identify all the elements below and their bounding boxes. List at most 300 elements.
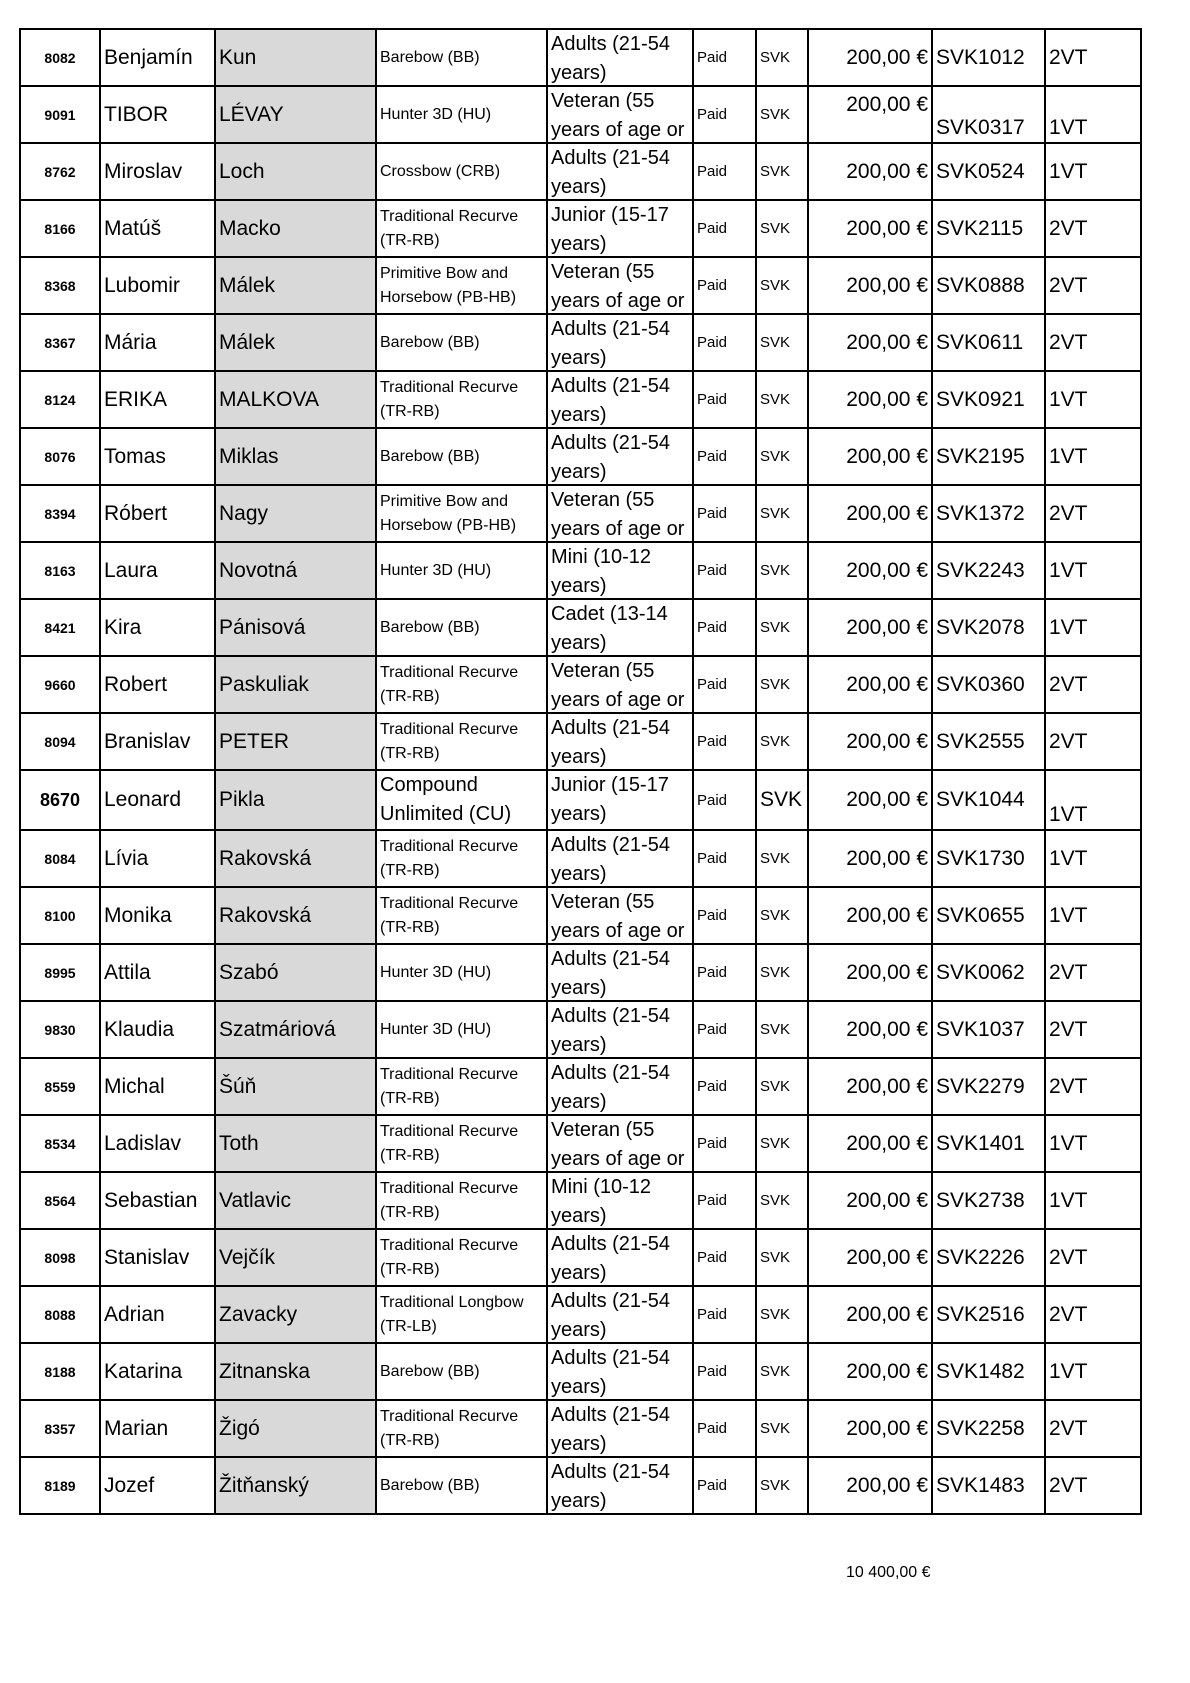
first-name-cell: Marian xyxy=(100,1400,215,1457)
last-name-cell: Rakovská xyxy=(215,887,376,944)
last-name-cell: Vatlavic xyxy=(215,1172,376,1229)
country-code-cell: SVK xyxy=(756,1286,808,1343)
last-name-cell: Rakovská xyxy=(215,830,376,887)
member-code-cell: SVK1483 xyxy=(932,1457,1045,1514)
team-code-cell: 1VT xyxy=(1045,1172,1141,1229)
first-name-cell: Attila xyxy=(100,944,215,1001)
team-code-cell: 2VT xyxy=(1045,656,1141,713)
last-name-cell: Šúň xyxy=(215,1058,376,1115)
team-code-cell: 2VT xyxy=(1045,257,1141,314)
age-class-cell xyxy=(547,1115,693,1172)
country-code-cell: SVK xyxy=(756,1229,808,1286)
division-cell: Traditional Recurve (TR-RB) xyxy=(376,713,547,770)
country-code-cell: SVK xyxy=(756,371,808,428)
age-class-cell xyxy=(547,428,693,485)
table-row xyxy=(20,1115,1141,1172)
age-class: Veteran (55 years of age or xyxy=(551,261,685,312)
age-class: Mini (10-12 years) xyxy=(551,546,652,597)
age-class: Veteran (55 years of age or xyxy=(551,90,685,141)
team-code-cell: 1VT xyxy=(1045,143,1141,200)
table-row xyxy=(20,542,1141,599)
age-class: Adults (21-54 years) xyxy=(551,1005,670,1056)
division-cell: Traditional Recurve (TR-RB) xyxy=(376,830,547,887)
division-cell: Traditional Recurve (TR-RB) xyxy=(376,1058,547,1115)
fee-amount-cell: 200,00 € xyxy=(808,200,932,257)
total-amount: 10 400,00 € xyxy=(846,1564,931,1581)
participant-id-cell: 8534 xyxy=(20,1115,100,1172)
member-code-cell: SVK0317 xyxy=(932,86,1045,143)
payment-status-cell: Paid xyxy=(693,1115,756,1172)
member-code-cell: SVK1037 xyxy=(932,1001,1045,1058)
member-code-cell: SVK2279 xyxy=(932,1058,1045,1115)
table-row xyxy=(20,599,1141,656)
first-name-cell: Matúš xyxy=(100,200,215,257)
country-code-cell: SVK xyxy=(756,200,808,257)
division-cell: Crossbow (CRB) xyxy=(376,143,547,200)
age-class-cell xyxy=(547,887,693,944)
table-row xyxy=(20,485,1141,542)
member-code-cell: SVK0655 xyxy=(932,887,1045,944)
division-cell: Traditional Longbow (TR-LB) xyxy=(376,1286,547,1343)
participant-id-cell: 8368 xyxy=(20,257,100,314)
division-cell: Barebow (BB) xyxy=(376,1343,547,1400)
age-class: Adults (21-54 years) xyxy=(551,375,670,426)
member-code-cell: SVK1482 xyxy=(932,1343,1045,1400)
division-cell: Barebow (BB) xyxy=(376,1457,547,1514)
team-code-cell: 1VT xyxy=(1045,599,1141,656)
division-cell: Compound Unlimited (CU) xyxy=(376,770,547,830)
payment-status-cell: Paid xyxy=(693,29,756,86)
table-row xyxy=(20,887,1141,944)
fee-amount-cell: 200,00 € xyxy=(808,542,932,599)
last-name-cell: Miklas xyxy=(215,428,376,485)
first-name-cell: Branislav xyxy=(100,713,215,770)
country-code-cell: SVK xyxy=(756,143,808,200)
age-class: Veteran (55 years of age or xyxy=(551,891,685,942)
first-name-cell: ERIKA xyxy=(100,371,215,428)
division-cell: Traditional Recurve (TR-RB) xyxy=(376,200,547,257)
country-code-cell: SVK xyxy=(756,656,808,713)
last-name-cell: Szabó xyxy=(215,944,376,1001)
last-name-cell: Kun xyxy=(215,29,376,86)
payment-status-cell: Paid xyxy=(693,257,756,314)
payment-status-cell: Paid xyxy=(693,485,756,542)
age-class-cell xyxy=(547,257,693,314)
fee-amount-cell: 200,00 € xyxy=(808,1400,932,1457)
participant-id-cell: 8084 xyxy=(20,830,100,887)
fee-amount-cell: 200,00 € xyxy=(808,143,932,200)
payment-status-cell: Paid xyxy=(693,599,756,656)
first-name-cell: Miroslav xyxy=(100,143,215,200)
registration-table xyxy=(19,28,1142,1515)
fee-amount-cell: 200,00 € xyxy=(808,1457,932,1514)
fee-amount-cell: 200,00 € xyxy=(808,428,932,485)
last-name-cell: Loch xyxy=(215,143,376,200)
table-row xyxy=(20,830,1141,887)
country-code-cell: SVK xyxy=(756,485,808,542)
team-code-cell: 1VT xyxy=(1045,542,1141,599)
age-class-cell xyxy=(547,713,693,770)
last-name-cell: Zitnanska xyxy=(215,1343,376,1400)
fee-amount-cell: 200,00 € xyxy=(808,1229,932,1286)
last-name-cell: Szatmáriová xyxy=(215,1001,376,1058)
fee-amount-cell: 200,00 € xyxy=(808,371,932,428)
table-row xyxy=(20,770,1141,830)
participant-id-cell: 8088 xyxy=(20,1286,100,1343)
table-row xyxy=(20,944,1141,1001)
team-code-cell: 1VT xyxy=(1045,86,1141,143)
table-body xyxy=(20,29,1141,1514)
team-code-cell: 1VT xyxy=(1045,830,1141,887)
member-code-cell: SVK0888 xyxy=(932,257,1045,314)
participant-id-cell: 9830 xyxy=(20,1001,100,1058)
first-name-cell: Róbert xyxy=(100,485,215,542)
member-code-cell: SVK2555 xyxy=(932,713,1045,770)
age-class: Mini (10-12 years) xyxy=(551,1176,652,1227)
division-cell: Traditional Recurve (TR-RB) xyxy=(376,1229,547,1286)
participant-id-cell: 8995 xyxy=(20,944,100,1001)
first-name-cell: TIBOR xyxy=(100,86,215,143)
age-class-cell xyxy=(547,1001,693,1058)
age-class: Adults (21-54 years) xyxy=(551,1062,670,1113)
first-name-cell: Kira xyxy=(100,599,215,656)
first-name-cell: Klaudia xyxy=(100,1001,215,1058)
payment-status-cell: Paid xyxy=(693,542,756,599)
fee-amount-cell: 200,00 € xyxy=(808,1115,932,1172)
member-code-cell: SVK0611 xyxy=(932,314,1045,371)
division-cell: Barebow (BB) xyxy=(376,29,547,86)
country-code-cell: SVK xyxy=(756,29,808,86)
first-name-cell: Adrian xyxy=(100,1286,215,1343)
table-row xyxy=(20,143,1141,200)
participant-id-cell: 8163 xyxy=(20,542,100,599)
age-class: Adults (21-54 years) xyxy=(551,1404,670,1455)
table-row xyxy=(20,200,1141,257)
team-code-cell: 2VT xyxy=(1045,1229,1141,1286)
division-cell: Hunter 3D (HU) xyxy=(376,542,547,599)
fee-amount-cell: 200,00 € xyxy=(808,944,932,1001)
last-name-cell: Pikla xyxy=(215,770,376,830)
first-name-cell: Monika xyxy=(100,887,215,944)
division-cell: Barebow (BB) xyxy=(376,428,547,485)
last-name-cell: Žigó xyxy=(215,1400,376,1457)
payment-status-cell: Paid xyxy=(693,200,756,257)
member-code-cell: SVK0062 xyxy=(932,944,1045,1001)
last-name-cell: Vejčík xyxy=(215,1229,376,1286)
age-class-cell xyxy=(547,485,693,542)
first-name-cell: Mária xyxy=(100,314,215,371)
first-name-cell: Sebastian xyxy=(100,1172,215,1229)
division-cell: Primitive Bow and Horsebow (PB-HB) xyxy=(376,257,547,314)
payment-status-cell: Paid xyxy=(693,428,756,485)
division-cell: Traditional Recurve (TR-RB) xyxy=(376,1172,547,1229)
age-class-cell xyxy=(547,770,693,830)
division-cell: Hunter 3D (HU) xyxy=(376,1001,547,1058)
table-row xyxy=(20,1172,1141,1229)
participant-id-cell: 8564 xyxy=(20,1172,100,1229)
payment-status-cell: Paid xyxy=(693,143,756,200)
member-code-cell: SVK2516 xyxy=(932,1286,1045,1343)
last-name-cell: PETER xyxy=(215,713,376,770)
age-class: Junior (15-17 years) xyxy=(551,774,669,825)
country-code-cell: SVK xyxy=(756,1400,808,1457)
age-class: Cadet (13-14 years) xyxy=(551,603,668,654)
table-row xyxy=(20,1286,1141,1343)
country-code-cell: SVK xyxy=(756,542,808,599)
payment-status-cell: Paid xyxy=(693,371,756,428)
team-code-cell: 1VT xyxy=(1045,770,1141,830)
country-code-cell: SVK xyxy=(756,1172,808,1229)
payment-status-cell: Paid xyxy=(693,314,756,371)
table-row xyxy=(20,1058,1141,1115)
country-code-cell: SVK xyxy=(756,887,808,944)
country-code-cell: SVK xyxy=(756,257,808,314)
participant-id-cell: 8367 xyxy=(20,314,100,371)
fee-amount-cell: 200,00 € xyxy=(808,770,932,830)
payment-status-cell: Paid xyxy=(693,1286,756,1343)
member-code-cell: SVK0524 xyxy=(932,143,1045,200)
payment-status-cell: Paid xyxy=(693,887,756,944)
last-name-cell: Paskuliak xyxy=(215,656,376,713)
first-name-cell: Robert xyxy=(100,656,215,713)
fee-amount-cell: 200,00 € xyxy=(808,1001,932,1058)
last-name-cell: Novotná xyxy=(215,542,376,599)
payment-status-cell: Paid xyxy=(693,830,756,887)
last-name-cell: Málek xyxy=(215,314,376,371)
team-code-cell: 1VT xyxy=(1045,371,1141,428)
table-row xyxy=(20,656,1141,713)
participant-id-cell: 8094 xyxy=(20,713,100,770)
last-name-cell: LÉVAY xyxy=(215,86,376,143)
payment-status-cell: Paid xyxy=(693,86,756,143)
team-code-cell: 1VT xyxy=(1045,887,1141,944)
payment-status-cell: Paid xyxy=(693,1457,756,1514)
age-class: Adults (21-54 years) xyxy=(551,717,670,768)
payment-status-cell: Paid xyxy=(693,1058,756,1115)
age-class: Adults (21-54 years) xyxy=(551,318,670,369)
fee-amount-cell: 200,00 € xyxy=(808,1058,932,1115)
participant-id-cell: 8166 xyxy=(20,200,100,257)
participant-id-cell: 8670 xyxy=(20,770,100,830)
country-code-cell: SVK xyxy=(756,86,808,143)
age-class-cell xyxy=(547,599,693,656)
age-class-cell xyxy=(547,1457,693,1514)
age-class-cell xyxy=(547,1400,693,1457)
last-name-cell: Málek xyxy=(215,257,376,314)
payment-status-cell: Paid xyxy=(693,1343,756,1400)
payment-status-cell: Paid xyxy=(693,713,756,770)
division-cell: Traditional Recurve (TR-RB) xyxy=(376,1400,547,1457)
table-row xyxy=(20,86,1141,143)
age-class: Adults (21-54 years) xyxy=(551,1347,670,1398)
age-class: Adults (21-54 years) xyxy=(551,1233,670,1284)
age-class-cell xyxy=(547,1058,693,1115)
participant-id-cell: 8082 xyxy=(20,29,100,86)
country-code-cell: SVK xyxy=(756,314,808,371)
last-name-cell: Pánisová xyxy=(215,599,376,656)
age-class-cell xyxy=(547,86,693,143)
age-class-cell xyxy=(547,371,693,428)
division-cell: Traditional Recurve (TR-RB) xyxy=(376,656,547,713)
first-name-cell: Benjamín xyxy=(100,29,215,86)
member-code-cell: SVK1372 xyxy=(932,485,1045,542)
team-code-cell: 1VT xyxy=(1045,1343,1141,1400)
payment-status-cell: Paid xyxy=(693,1172,756,1229)
participant-id-cell: 8189 xyxy=(20,1457,100,1514)
age-class-cell xyxy=(547,656,693,713)
division-cell: Barebow (BB) xyxy=(376,599,547,656)
age-class: Veteran (55 years of age or xyxy=(551,660,685,711)
age-class-cell xyxy=(547,1229,693,1286)
participant-id-cell: 8076 xyxy=(20,428,100,485)
table-row xyxy=(20,713,1141,770)
age-class-cell xyxy=(547,143,693,200)
member-code-cell: SVK2738 xyxy=(932,1172,1045,1229)
age-class: Veteran (55 years of age or xyxy=(551,1119,685,1170)
team-code-cell: 2VT xyxy=(1045,1286,1141,1343)
last-name-cell: MALKOVA xyxy=(215,371,376,428)
age-class: Adults (21-54 years) xyxy=(551,948,670,999)
age-class: Junior (15-17 years) xyxy=(551,204,669,255)
team-code-cell: 2VT xyxy=(1045,944,1141,1001)
first-name-cell: Laura xyxy=(100,542,215,599)
age-class-cell xyxy=(547,830,693,887)
team-code-cell: 2VT xyxy=(1045,314,1141,371)
country-code-cell: SVK xyxy=(756,944,808,1001)
member-code-cell: SVK2243 xyxy=(932,542,1045,599)
last-name-cell: Žitňanský xyxy=(215,1457,376,1514)
fee-amount-cell: 200,00 € xyxy=(808,1172,932,1229)
age-class: Veteran (55 years of age or xyxy=(551,489,685,540)
fee-amount-cell: 200,00 € xyxy=(808,314,932,371)
member-code-cell: SVK2078 xyxy=(932,599,1045,656)
division-cell: Traditional Recurve (TR-RB) xyxy=(376,887,547,944)
member-code-cell: SVK1730 xyxy=(932,830,1045,887)
table-row xyxy=(20,1400,1141,1457)
participant-id-cell: 8124 xyxy=(20,371,100,428)
member-code-cell: SVK2115 xyxy=(932,200,1045,257)
participant-id-cell: 8394 xyxy=(20,485,100,542)
table-row xyxy=(20,1229,1141,1286)
age-class: Adults (21-54 years) xyxy=(551,834,670,885)
country-code-cell: SVK xyxy=(756,1457,808,1514)
age-class-cell xyxy=(547,200,693,257)
last-name-cell: Zavacky xyxy=(215,1286,376,1343)
fee-amount-cell: 200,00 € xyxy=(808,830,932,887)
participant-id-cell: 8559 xyxy=(20,1058,100,1115)
member-code-cell: SVK1012 xyxy=(932,29,1045,86)
last-name-cell: Macko xyxy=(215,200,376,257)
fee-amount-cell: 200,00 € xyxy=(808,485,932,542)
payment-status-cell: Paid xyxy=(693,770,756,830)
age-class: Adults (21-54 years) xyxy=(551,147,670,198)
team-code-cell: 1VT xyxy=(1045,1115,1141,1172)
payment-status-cell: Paid xyxy=(693,1229,756,1286)
table-row xyxy=(20,257,1141,314)
team-code-cell: 2VT xyxy=(1045,485,1141,542)
age-class-cell xyxy=(547,542,693,599)
participant-id-cell: 9660 xyxy=(20,656,100,713)
first-name-cell: Michal xyxy=(100,1058,215,1115)
fee-amount-cell: 200,00 € xyxy=(808,656,932,713)
table-row xyxy=(20,314,1141,371)
country-code-cell: SVK xyxy=(756,1001,808,1058)
participant-id-cell: 8421 xyxy=(20,599,100,656)
fee-amount-cell: 200,00 € xyxy=(808,713,932,770)
table-row xyxy=(20,1001,1141,1058)
fee-amount-cell: 200,00 € xyxy=(808,86,932,143)
member-code-cell: SVK1401 xyxy=(932,1115,1045,1172)
table-row xyxy=(20,29,1141,86)
division-cell: Barebow (BB) xyxy=(376,314,547,371)
age-class-cell xyxy=(547,1343,693,1400)
participant-id-cell: 8188 xyxy=(20,1343,100,1400)
country-code-cell: SVK xyxy=(756,770,808,830)
division-cell: Traditional Recurve (TR-RB) xyxy=(376,1115,547,1172)
table-row xyxy=(20,1343,1141,1400)
age-class: Adults (21-54 years) xyxy=(551,432,670,483)
payment-status-cell: Paid xyxy=(693,656,756,713)
country-code-cell: SVK xyxy=(756,428,808,485)
team-code-cell: 2VT xyxy=(1045,1058,1141,1115)
age-class-cell xyxy=(547,944,693,1001)
table-row xyxy=(20,428,1141,485)
participant-id-cell: 9091 xyxy=(20,86,100,143)
team-code-cell: 2VT xyxy=(1045,1001,1141,1058)
member-code-cell: SVK2226 xyxy=(932,1229,1045,1286)
first-name-cell: Lubomir xyxy=(100,257,215,314)
team-code-cell: 2VT xyxy=(1045,1457,1141,1514)
team-code-cell: 1VT xyxy=(1045,428,1141,485)
fee-amount-cell: 200,00 € xyxy=(808,599,932,656)
team-code-cell: 2VT xyxy=(1045,713,1141,770)
last-name-cell: Toth xyxy=(215,1115,376,1172)
first-name-cell: Ladislav xyxy=(100,1115,215,1172)
participant-id-cell: 8098 xyxy=(20,1229,100,1286)
member-code-cell: SVK2195 xyxy=(932,428,1045,485)
fee-amount-cell: 200,00 € xyxy=(808,887,932,944)
table-row xyxy=(20,371,1141,428)
first-name-cell: Katarina xyxy=(100,1343,215,1400)
member-code-cell: SVK1044 xyxy=(932,770,1045,830)
division-cell: Traditional Recurve (TR-RB) xyxy=(376,371,547,428)
payment-status-cell: Paid xyxy=(693,1001,756,1058)
participant-id-cell: 8357 xyxy=(20,1400,100,1457)
division-cell: Primitive Bow and Horsebow (PB-HB) xyxy=(376,485,547,542)
age-class: Adults (21-54 years) xyxy=(551,1290,670,1341)
fee-amount-cell: 200,00 € xyxy=(808,257,932,314)
fee-amount-cell: 200,00 € xyxy=(808,1343,932,1400)
participant-id-cell: 8100 xyxy=(20,887,100,944)
age-class-cell xyxy=(547,29,693,86)
country-code-cell: SVK xyxy=(756,713,808,770)
table-row xyxy=(20,1457,1141,1514)
age-class-cell xyxy=(547,314,693,371)
team-code-cell: 2VT xyxy=(1045,200,1141,257)
country-code-cell: SVK xyxy=(756,599,808,656)
first-name-cell: Jozef xyxy=(100,1457,215,1514)
division-cell: Hunter 3D (HU) xyxy=(376,86,547,143)
country-code-cell: SVK xyxy=(756,1115,808,1172)
payment-status-cell: Paid xyxy=(693,944,756,1001)
age-class: Adults (21-54 years) xyxy=(551,33,670,84)
member-code-cell: SVK0360 xyxy=(932,656,1045,713)
fee-amount-cell: 200,00 € xyxy=(808,29,932,86)
first-name-cell: Stanislav xyxy=(100,1229,215,1286)
first-name-cell: Lívia xyxy=(100,830,215,887)
age-class: Adults (21-54 years) xyxy=(551,1461,670,1512)
division-cell: Hunter 3D (HU) xyxy=(376,944,547,1001)
